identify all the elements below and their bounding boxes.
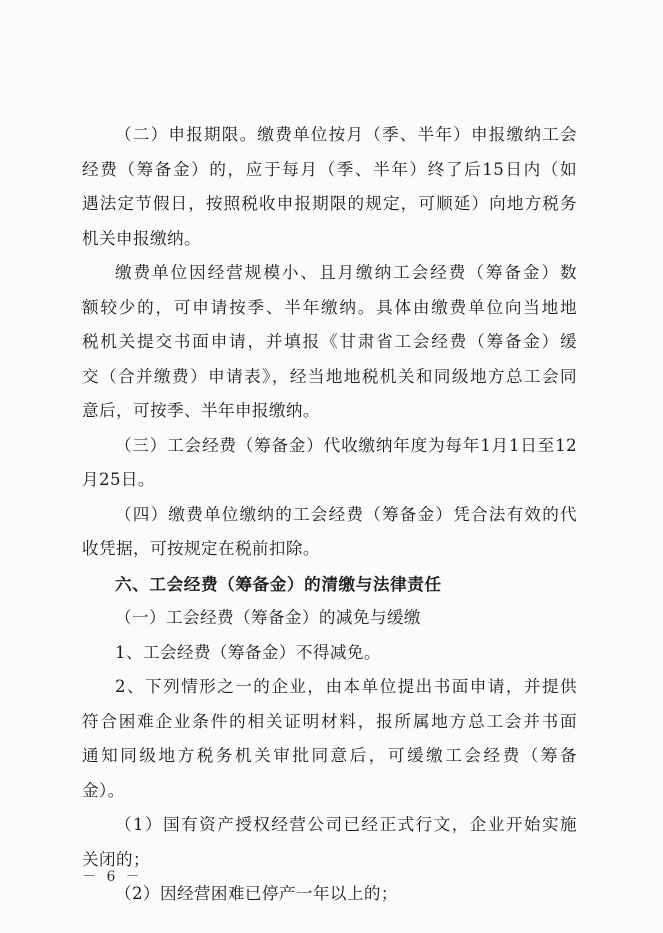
paragraph-line: （二）申报期限。缴费单位按月（季、半年）申报缴纳工会	[115, 125, 577, 144]
paragraph-line: 经费（筹备金）的，应于每月（季、半年）终了后15日内（如	[82, 159, 577, 179]
paragraph-line: 交（合并缴费）申请表》，经当地地税机关和同级地方总工会同	[82, 366, 577, 386]
paragraph-line: （2）因经营困难已停产一年以上的；	[115, 884, 398, 903]
paragraph-line: 意后，可按季、半年申报缴纳。	[82, 401, 320, 420]
paragraph-line: 通知同级地方税务机关审批同意后，可缓缴工会经费（筹备	[82, 746, 577, 765]
paragraph-line: 关闭的；	[82, 849, 150, 869]
paragraph-line: 月25日。	[82, 470, 155, 489]
document-body	[82, 118, 577, 912]
paragraph-line: 税机关提交书面申请，并填报《甘肃省工会经费（筹备金）缓	[82, 332, 577, 351]
paragraph-line: 2、下列情形之一的企业，由本单位提出书面申请，并提供	[115, 677, 577, 696]
paragraph-line: 符合困难企业条件的相关证明材料，报所属地方总工会并书面	[82, 711, 577, 731]
paragraph-line: 收凭据，可按规定在税前扣除。	[82, 539, 320, 558]
paragraph-line: 金）。	[82, 780, 125, 800]
paragraph-line: 额较少的，可申请按季、半年缴纳。具体由缴费单位向当地地	[82, 297, 577, 317]
paragraph-line: （三）工会经费（筹备金）代收缴纳年度为每年1月1日至12	[115, 435, 577, 455]
paragraph-line: （1）国有资产授权经营公司已经正式行文，企业开始实施	[115, 815, 577, 834]
paragraph-line: 遇法定节假日，按照税收申报期限的规定，可顺延）向地方税务	[82, 194, 577, 213]
paragraph-line: （四）缴费单位缴纳的工会经费（筹备金）凭合法有效的代	[115, 504, 577, 524]
section-heading: 六、工会经费（筹备金）的清缴与法律责任	[115, 573, 442, 594]
paragraph-line: 1、工会经费（筹备金）不得减免。	[115, 642, 381, 662]
page-number: － 6 －	[82, 869, 143, 885]
paragraph-line: 缴费单位因经营规模小、且月缴纳工会经费（筹备金）数	[115, 263, 577, 282]
paragraph-line: 机关申报缴纳。	[82, 228, 201, 248]
paragraph-line: （一）工会经费（筹备金）的减免与缓缴	[115, 608, 421, 627]
